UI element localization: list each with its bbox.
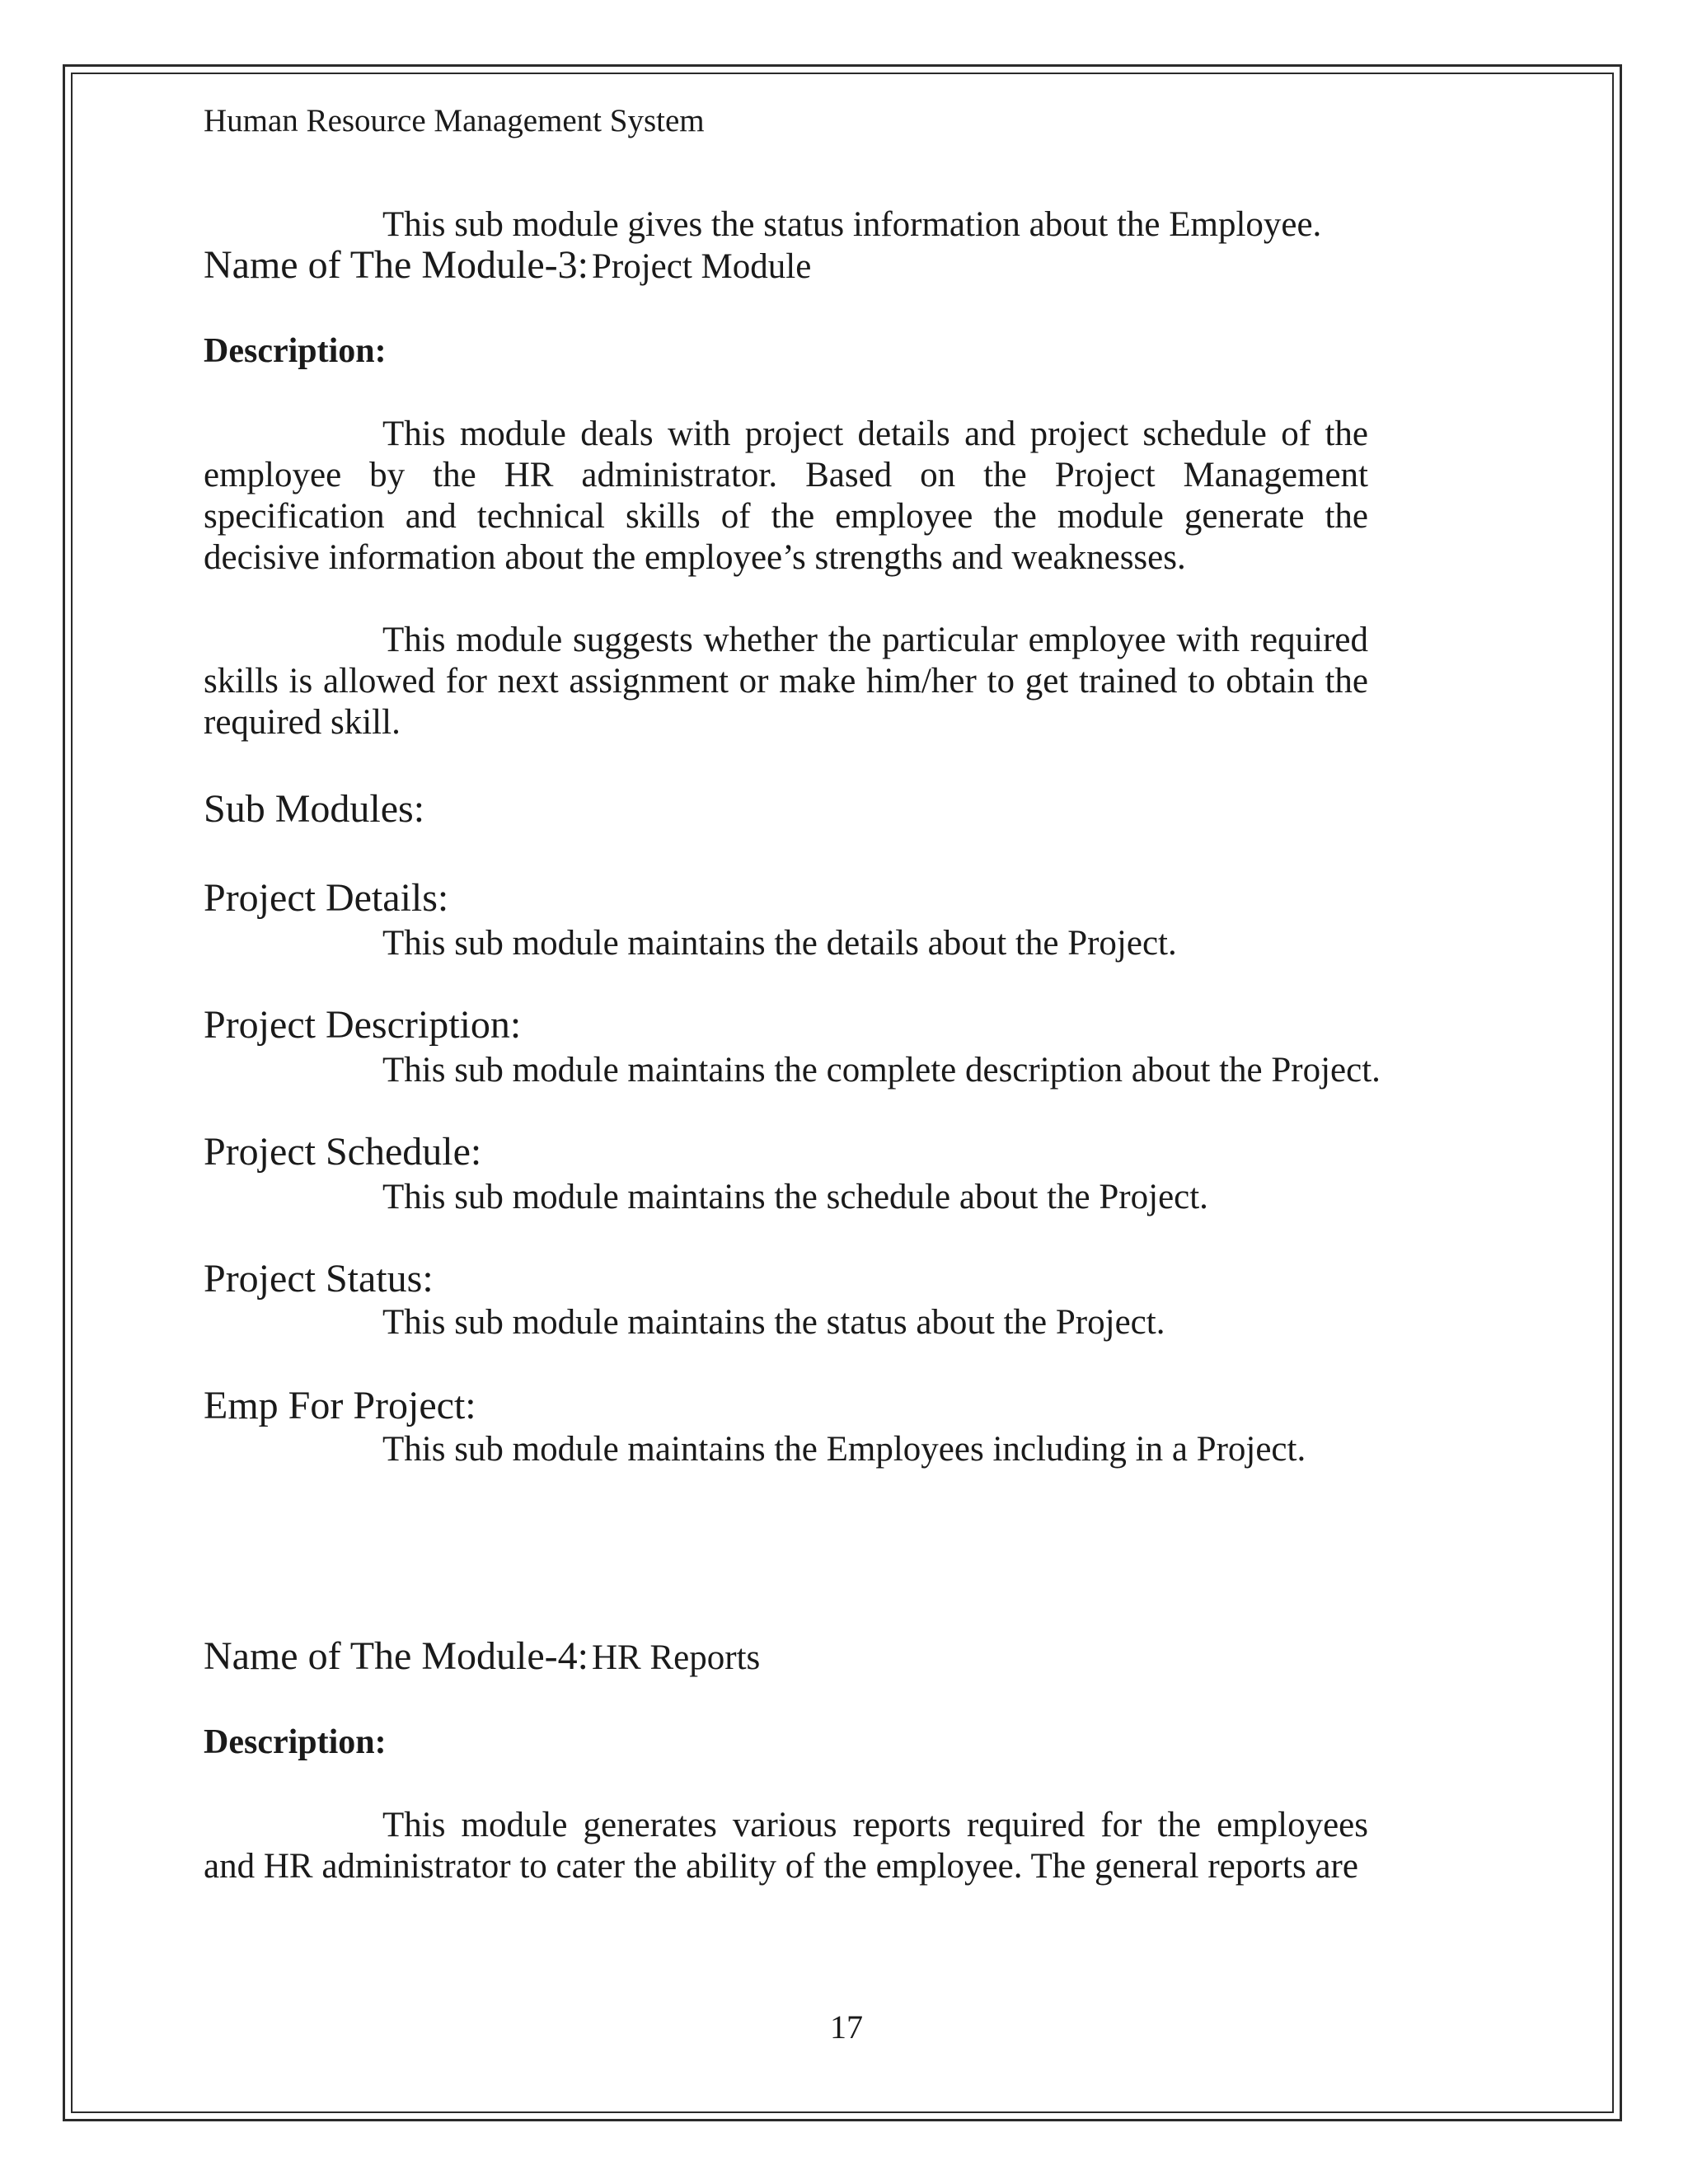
module4-title [204, 1633, 760, 1679]
submodule-desc: This sub module maintains the status about the Project. [382, 1303, 1165, 1342]
module3-title [204, 242, 811, 288]
submodule-desc: This sub module maintains the details about the Project. [382, 924, 1177, 963]
module3-paragraph2 [204, 620, 1368, 743]
sub-modules-heading: Sub Modules: [204, 787, 425, 831]
page-number: 17 [830, 2008, 863, 2046]
module3-title-value: Project Module [592, 247, 812, 286]
submodule-title: Project Status: [204, 1257, 434, 1301]
submodule-desc: This sub module maintains the complete description about the Project. [382, 1051, 1381, 1090]
module4-paragraph1 [204, 1805, 1368, 1887]
submodule-title: Project Details: [204, 876, 449, 920]
module3-paragraph1-text: This module deals with project details and project schedule of the employee by the HR administrator. Based on the Project Management specification and technical skills of the employee the module generate the decisive information about the employee’s strengths and weaknesses. [204, 415, 1368, 577]
module4-title-value: HR Reports [592, 1638, 761, 1677]
running-header: Human Resource Management System [204, 103, 705, 138]
module3-title-prefix: Name of The Module-3: [204, 243, 588, 287]
module4-description-label: Description: [204, 1723, 387, 1761]
submodule-desc: This sub module maintains the schedule about the Project. [382, 1178, 1208, 1216]
submodule-desc: This sub module maintains the Employees including in a Project. [382, 1430, 1306, 1469]
intro-line: This sub module gives the status information about the Employee. [382, 205, 1322, 244]
submodule-title: Emp For Project: [204, 1384, 476, 1427]
module3-paragraph1 [204, 414, 1368, 579]
module4-paragraph1-text: This module generates various reports required for the employees and HR administrator to cater the ability of the employee. The general reports are [204, 1806, 1368, 1886]
submodule-title: Project Schedule: [204, 1130, 482, 1174]
module4-title-prefix: Name of The Module-4: [204, 1634, 588, 1678]
module3-description-label: Description: [204, 332, 387, 370]
submodule-title: Project Description: [204, 1003, 522, 1047]
module3-paragraph2-text: This module suggests whether the particular employee with required skills is allowed for next assignment or make him/her to get trained to obtain the required skill. [204, 621, 1368, 742]
